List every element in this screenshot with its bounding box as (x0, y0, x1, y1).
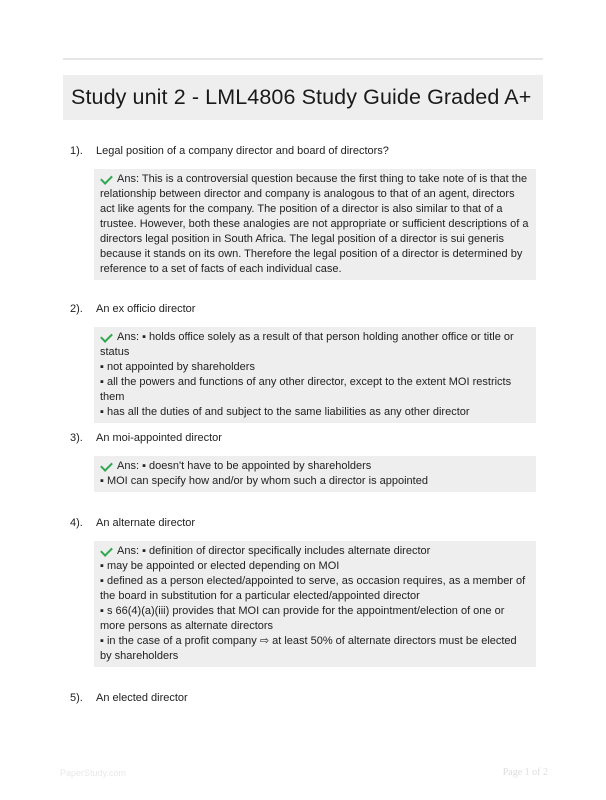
answer-line (100, 459, 530, 474)
answer-text: Ans: ▪ doesn't have to be appointed by shareholders (117, 460, 372, 472)
answer-line: ▪ has all the duties of and subject to the same liabilities as any other director (100, 406, 470, 418)
question-row (70, 692, 536, 704)
question-row (70, 145, 536, 157)
answer-text: Ans: ▪ definition of director specifically includes alternate director (117, 545, 431, 557)
document-title: Study unit 2 - LML4806 Study Guide Graded A+ (71, 85, 532, 109)
question-text: An moi-appointed director (96, 432, 222, 444)
question-text: An ex officio director (96, 303, 196, 315)
checkmark-icon (100, 459, 113, 472)
question-row (70, 303, 536, 315)
question-text: Legal position of a company director and board of directors? (96, 145, 389, 157)
top-divider (63, 58, 543, 60)
question-number: 2). (70, 303, 83, 315)
question-number: 4). (70, 517, 83, 529)
qa-item-2 (70, 303, 536, 423)
qa-item-1 (70, 145, 536, 280)
question-number: 5). (70, 692, 83, 704)
answer-box (94, 169, 536, 280)
answer-line (100, 330, 530, 360)
question-row (70, 517, 536, 529)
checkmark-icon (100, 330, 113, 343)
page-number: Page 1 of 2 (502, 767, 548, 778)
checkmark-icon (100, 172, 113, 185)
answer-line: ▪ s 66(4)(a)(iii) provides that MOI can provide for the appointment/election of one or more persons as alternate directors (100, 605, 505, 632)
answer-text: Ans: ▪ holds office solely as a result of that person holding another office or title or status (100, 331, 514, 358)
question-number: 1). (70, 145, 83, 157)
answer-box (94, 541, 536, 667)
answer-line: ▪ may be appointed or elected depending on MOI (100, 560, 340, 572)
title-bar (63, 75, 543, 120)
checkmark-icon (100, 544, 113, 557)
question-number: 3). (70, 432, 83, 444)
qa-item-3 (70, 432, 536, 492)
answer-line (100, 544, 530, 559)
answer-box (94, 456, 536, 492)
qa-item-5 (70, 692, 536, 704)
footer-watermark: PaperStudy.com (60, 768, 126, 778)
question-row (70, 432, 536, 444)
answer-line: ▪ defined as a person elected/appointed to serve, as occasion requires, as a member of the board in substitution for a particular elected/appointed director (100, 575, 526, 602)
answer-line: ▪ not appointed by shareholders (100, 361, 255, 373)
answer-line: ▪ all the powers and functions of any other director, except to the extent MOI restricts them (100, 376, 512, 403)
answer-line: Ans: This is a controversial question because the first thing to take note of is that the relationship between director and company is analogous to that of an agent, directors act like agents for the company. The position of a director is also similar to that of a trustee. However, both these analogies are not appropriate or sufficient descriptions of a directors legal position in South Africa. The legal position of a director is sui generis because it stands on its own. Therefore the legal position of a director is determined by reference to a set of facts of each individual case. (100, 173, 529, 275)
question-text: An alternate director (96, 517, 196, 529)
answer-line: ▪ MOI can specify how and/or by whom such a director is appointed (100, 475, 428, 487)
question-text: An elected director (96, 692, 188, 704)
answer-line: ▪ in the case of a profit company ⇨ at least 50% of alternate directors must be elected by shareholders (100, 635, 517, 662)
qa-item-4 (70, 517, 536, 667)
answer-box (94, 327, 536, 423)
